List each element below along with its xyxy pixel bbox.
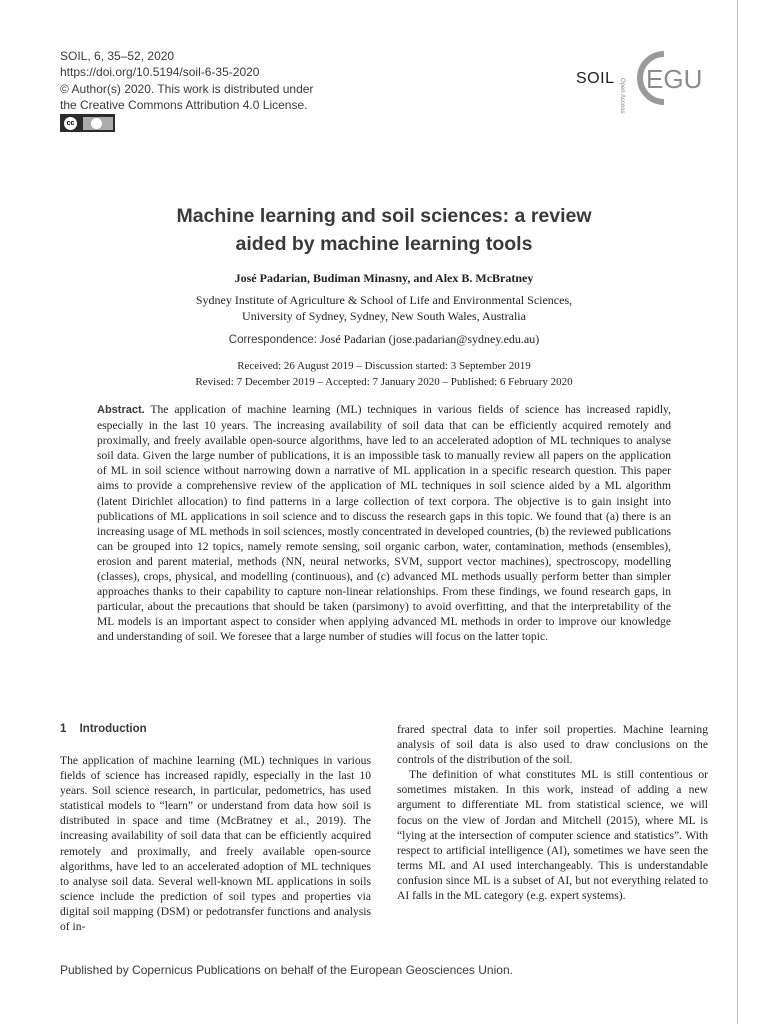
paragraph: The application of machine learning (ML) techniques in various fields of science has increased rapidly, especially in the last 10 years. Soil science research, in particular, pedometrics, has used statistical models to “learn” or understand from data how soil is distributed in space and time (McBratney et al., 2019). The increasing availability of soil data that can be efficiently acquired remotely and proximally, and freely available open-source algorithms, have led to an accelerated adoption of ML techniques to analyse soil data. Several well-known ML applications in soils science include the prediction of soil types and properties via digital soil mapping (DSM) or pedotransfer functions and analysis of in- [60, 754, 371, 934]
license-line: the Creative Commons Attribution 4.0 License. [60, 98, 308, 113]
publication-dates [0, 358, 768, 390]
egu-logo-icon [634, 48, 708, 108]
body-left-column [60, 753, 371, 934]
doi-link[interactable]: https://doi.org/10.5194/soil-6-35-2020 [60, 65, 260, 80]
dates-line-1: Received: 26 August 2019 – Discussion started: 3 September 2019 [237, 360, 531, 372]
affiliation [0, 292, 768, 324]
abstract-text: The application of machine learning (ML) techniques in various fields of science has increased rapidly, especially in the last 10 years. The increasing availability of soil data that can be efficiently acquired remotely and proximally, and freely available open-source algorithms, have led to an accelerated adoption of ML techniques to analyse soil data. Given the large number of publications, it is an impossible task to manually review all papers on the application of ML in soil science without narrowing down a narrative of ML application in a specific research question. This paper aims to provide a comprehensive review of the application of ML techniques in soil science aided by a ML algorithm (latent Dirichlet allocation) to find patterns in a large collection of text corpora. The objective is to gain insight into publications of ML applications in soil science and to discuss the research gaps in this topic. We found that (a) there is an increasing usage of ML methods in soil sciences, mostly concentrated in developed countries, (b) the reviewed publications can be grouped into 12 topics, namely remote sensing, soil organic carbon, water, contamination, methods (ensembles), erosion and parent material, methods (NN, neural networks, SVM, support vector machines), spectroscopy, modelling (classes), crops, physical, and modelling (continuous), and (c) advanced ML methods usually perform better than simpler approaches thanks to their capability to capture non-linear relationships. From these findings, we found research gaps, in particular, about the precautions that should be taken (parsimony) to avoid overfitting, and that the interpretability of the ML models is an important aspect to consider when applying advanced ML methods in order to improve our knowledge and understanding of soil. We foresee that a large number of studies will focus on the latter topic. [97, 403, 671, 644]
open-access-label: Open Access [619, 78, 625, 114]
author-list: José Padarian, Budiman Minasny, and Alex B. McBratney [234, 271, 534, 285]
cc-icon: cc [64, 117, 77, 130]
soil-egu-logo [576, 48, 708, 114]
journal-masthead [60, 48, 313, 114]
affiliation-line-2: University of Sydney, Sydney, New South Wales, Australia [242, 309, 526, 323]
correspondence [0, 332, 768, 347]
correspondence-email[interactable]: José Padarian (jose.padarian@sydney.edu.au) [320, 332, 540, 346]
egu-logo-text: EGU [646, 64, 703, 94]
copyright-line: © Author(s) 2020. This work is distributed under [60, 81, 314, 96]
article-title [0, 202, 768, 258]
paragraph: frared spectral data to infer soil properties. Machine learning analysis of soil data is also used to draw conclusions on the controls of the distribution of the soil. [397, 723, 708, 767]
publisher-footer: Published by Copernicus Publications on behalf of the European Geosciences Union. [60, 963, 513, 977]
section-heading [60, 723, 147, 735]
body-right-column [397, 722, 708, 903]
abstract [97, 402, 671, 645]
affiliation-line-1: Sydney Institute of Agriculture & School of Life and Environmental Sciences, [195, 293, 573, 307]
citation-line: SOIL, 6, 35–52, 2020 [60, 49, 175, 63]
title-line-2: aided by machine learning tools [235, 233, 533, 255]
dates-line-2: Revised: 7 December 2019 – Accepted: 7 January 2020 – Published: 6 February 2020 [195, 376, 573, 388]
section-number: 1 [60, 723, 67, 735]
page-edge-rule [737, 0, 738, 1024]
title-line-1: Machine learning and soil sciences: a review [176, 205, 592, 227]
paragraph: The definition of what constitutes ML is still contentious or sometimes mistaken. In this work, instead of adding a new argument to differentiate ML from statistical science, we will focus on the view of Jordan and Mitchell (2015), where ML is “lying at the intersection of computer science and statistics”. With respect to artificial intelligence (AI), sometimes we have seen the terms ML and AI used interchangeably. This is understandable confusion since ML is a subset of AI, but not everything related to AI falls in the ML category (e.g. expert systems). [397, 768, 708, 903]
correspondence-label: Correspondence: [228, 334, 318, 346]
by-icon [83, 117, 113, 130]
journal-logo-text: SOIL [576, 70, 615, 87]
section-title: Introduction [79, 723, 147, 735]
cc-by-license-icon[interactable] [60, 114, 115, 132]
abstract-label: Abstract. [97, 404, 145, 416]
